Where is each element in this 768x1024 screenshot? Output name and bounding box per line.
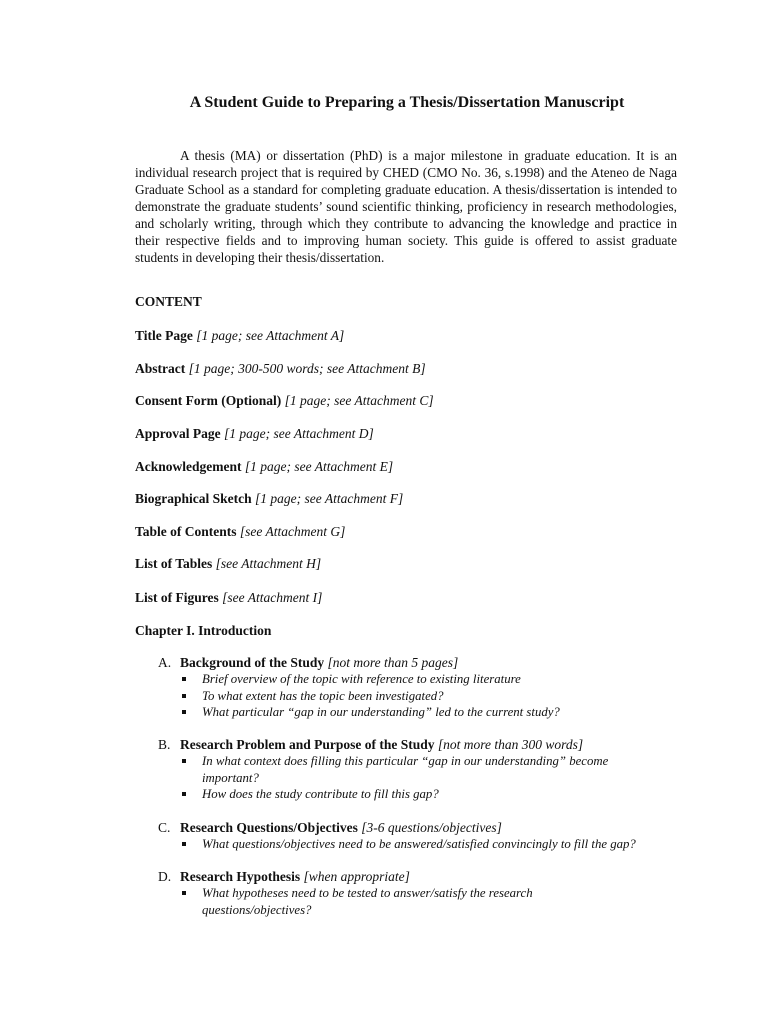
bullet-list bbox=[158, 836, 688, 853]
entry-label: Table of Contents bbox=[135, 524, 237, 539]
list-item-text: What hypotheses need to be tested to answer/satisfy the research questions/objectives? bbox=[202, 886, 533, 917]
section-note: [3-6 questions/objectives] bbox=[361, 820, 502, 835]
document-title: A Student Guide to Preparing a Thesis/Dissertation Manuscript bbox=[189, 94, 625, 111]
entry-acknowledgement bbox=[135, 458, 393, 475]
section-heading bbox=[158, 868, 688, 885]
list-item bbox=[180, 786, 657, 803]
square-bullet-icon bbox=[182, 677, 186, 681]
section-heading bbox=[158, 736, 688, 753]
section-note: [not more than 300 words] bbox=[437, 737, 584, 752]
entry-biographical-sketch bbox=[135, 490, 403, 507]
entry-label: Consent Form (Optional) bbox=[135, 393, 282, 408]
entry-table-of-contents bbox=[135, 523, 345, 540]
entry-note: [1 page; see Attachment A] bbox=[196, 328, 345, 343]
bullet-list bbox=[158, 671, 688, 721]
content-heading: CONTENT bbox=[135, 294, 202, 309]
square-bullet-icon bbox=[182, 710, 186, 714]
entry-title-page bbox=[135, 327, 344, 344]
list-item bbox=[180, 753, 657, 786]
chapter-title: Chapter I. Introduction bbox=[135, 623, 272, 638]
section-title: Background of the Study bbox=[180, 655, 325, 670]
section-note: [not more than 5 pages] bbox=[327, 655, 459, 670]
section-letter: A. bbox=[158, 655, 172, 670]
entry-list-of-tables bbox=[135, 555, 321, 572]
section-letter: B. bbox=[158, 737, 171, 752]
list-item bbox=[180, 836, 657, 853]
entry-label: Acknowledgement bbox=[135, 459, 242, 474]
list-item bbox=[180, 704, 657, 721]
square-bullet-icon bbox=[182, 842, 186, 846]
entry-label: List of Tables bbox=[135, 556, 213, 571]
section-letter: C. bbox=[158, 820, 171, 835]
bullet-list bbox=[158, 753, 688, 803]
entry-label: Approval Page bbox=[135, 426, 221, 441]
entry-list-of-figures bbox=[135, 589, 322, 606]
section-research-hypothesis bbox=[158, 868, 688, 918]
list-item-text: To what extent has the topic been investigated? bbox=[202, 688, 444, 703]
entry-note: [1 page; 300-500 words; see Attachment B] bbox=[188, 361, 426, 376]
entry-note: [1 page; see Attachment E] bbox=[244, 459, 394, 474]
square-bullet-icon bbox=[182, 891, 186, 895]
list-item-text: What particular “gap in our understanding” led to the current study? bbox=[202, 705, 560, 719]
entry-label: List of Figures bbox=[135, 590, 219, 605]
section-heading bbox=[158, 819, 688, 836]
entry-label: Biographical Sketch bbox=[135, 491, 252, 506]
square-bullet-icon bbox=[182, 694, 186, 698]
list-item bbox=[180, 671, 657, 688]
intro-paragraph: A thesis (MA) or dissertation (PhD) is a major milestone in graduate education. It is an individual research project that is required by CHED (CMO No. 36, s.1998) and the Ateneo de Naga Graduate School as a standard for completing graduate education. A thesis/dissertation is intended to demonstrate the graduate students’ sound scientific thinking, proficiency in research methodologies, and scholarly writing, through which they contribute to advancing the knowledge and practice in their respective fields and to improving human society. This guide is offered to assist graduate students in developing their thesis/dissertation. bbox=[135, 148, 677, 265]
square-bullet-icon bbox=[182, 792, 186, 796]
section-title: Research Questions/Objectives bbox=[180, 820, 358, 835]
entry-consent-form bbox=[135, 392, 434, 409]
entry-note: [1 page; see Attachment D] bbox=[224, 426, 374, 441]
section-title: Research Problem and Purpose of the Study bbox=[180, 737, 435, 752]
section-research-problem bbox=[158, 736, 688, 803]
entry-label: Title Page bbox=[135, 328, 193, 343]
section-background bbox=[158, 654, 688, 721]
list-item bbox=[180, 885, 562, 918]
entry-note: [see Attachment I] bbox=[222, 590, 323, 605]
bullet-list bbox=[158, 885, 688, 918]
list-item bbox=[180, 688, 657, 705]
section-heading bbox=[158, 654, 688, 671]
entry-note: [see Attachment H] bbox=[215, 556, 322, 571]
entry-note: [1 page; see Attachment F] bbox=[255, 491, 404, 506]
section-note: [when appropriate] bbox=[303, 869, 410, 884]
entry-note: [see Attachment G] bbox=[239, 524, 346, 539]
section-letter: D. bbox=[158, 869, 172, 884]
entry-note: [1 page; see Attachment C] bbox=[284, 393, 434, 408]
list-item-text: In what context does filling this particular “gap in our understanding” become important? bbox=[202, 754, 609, 785]
entry-abstract bbox=[135, 360, 426, 377]
square-bullet-icon bbox=[182, 759, 186, 763]
entry-label: Abstract bbox=[135, 361, 186, 376]
list-item-text: Brief overview of the topic with reference to existing literature bbox=[202, 672, 521, 686]
list-item-text: What questions/objectives need to be answered/satisfied convincingly to fill the gap? bbox=[202, 837, 636, 851]
section-research-questions bbox=[158, 819, 688, 853]
entry-approval-page bbox=[135, 425, 374, 442]
section-title: Research Hypothesis bbox=[180, 869, 301, 884]
list-item-text: How does the study contribute to fill this gap? bbox=[202, 787, 439, 801]
